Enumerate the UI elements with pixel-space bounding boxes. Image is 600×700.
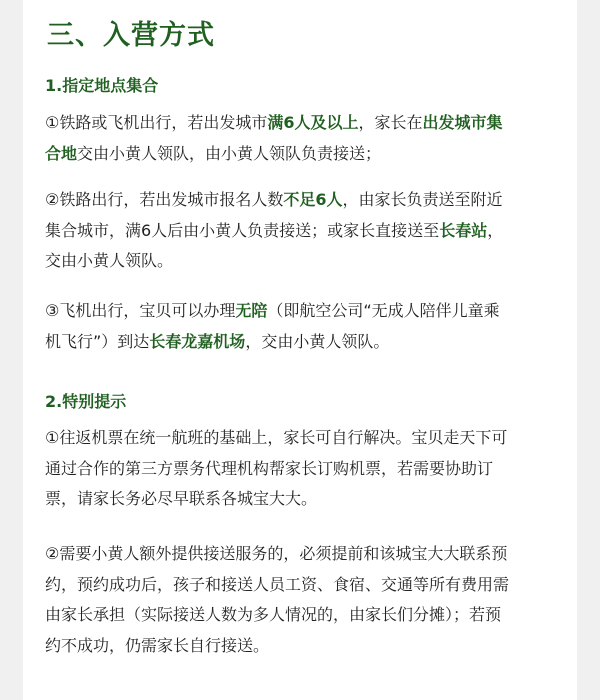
highlight-departure-assembly: 出发城市集合地 xyxy=(45,113,503,163)
text: ，交由小黄人领队。 xyxy=(45,220,504,271)
paragraph-rail-or-air xyxy=(45,108,515,169)
text: （即航空公司“无成人陪伴儿童乘机飞行”）到达 xyxy=(45,301,500,351)
paragraph-return-tickets: ①往返机票在统一航班的基础上，家长可自行解决。宝贝走天下可通过合作的第三方票务代理机构帮家长订购机票，若需要协助订票，请家长务必尽早联系各城宝大大。 xyxy=(45,428,508,509)
text: 交由小黄人领队，由小黄人领队负责接送； xyxy=(77,143,382,163)
text: ，由家长负责送至附近集合城市，满6人后由小黄人负责接送；或家长直接送至 xyxy=(45,190,503,240)
paragraph-rail-under-six xyxy=(45,185,515,277)
subsection-title-assembly: 1.指定地点集合 xyxy=(45,76,159,95)
paragraph-extra-pickup: ②需要小黄人额外提供接送服务的，必须提前和该城宝大大联系预约，预约成功后，孩子和接送人员工资、食宿、交通等所有费用需由家长承担（实际接送人数为多人情况的，由家长们分摊）；若预约不成功，仍需家长自行接送。 xyxy=(45,544,510,656)
text: ，家长在 xyxy=(358,113,423,132)
text: ，交由小黄人领队。 xyxy=(245,331,390,351)
section-title: 三、入营方式 xyxy=(47,20,215,51)
text: ①铁路或飞机出行，若出发城市 xyxy=(45,113,268,132)
highlight-six-or-more: 满6人及以上 xyxy=(267,113,359,132)
document-page xyxy=(23,0,577,700)
text: ③飞机出行，宝贝可以办理 xyxy=(45,301,236,320)
paragraph-air-unaccompanied xyxy=(45,296,515,357)
highlight-under-six: 不足6人 xyxy=(283,190,343,209)
highlight-longjia-airport: 长春龙嘉机场 xyxy=(149,331,246,351)
highlight-unaccompanied: 无陪 xyxy=(235,301,268,320)
text: ②铁路出行，若出发城市报名人数 xyxy=(45,190,284,209)
subsection-title-special-notice: 2.特别提示 xyxy=(45,392,127,411)
highlight-changchun-station: 长春站 xyxy=(439,220,488,240)
